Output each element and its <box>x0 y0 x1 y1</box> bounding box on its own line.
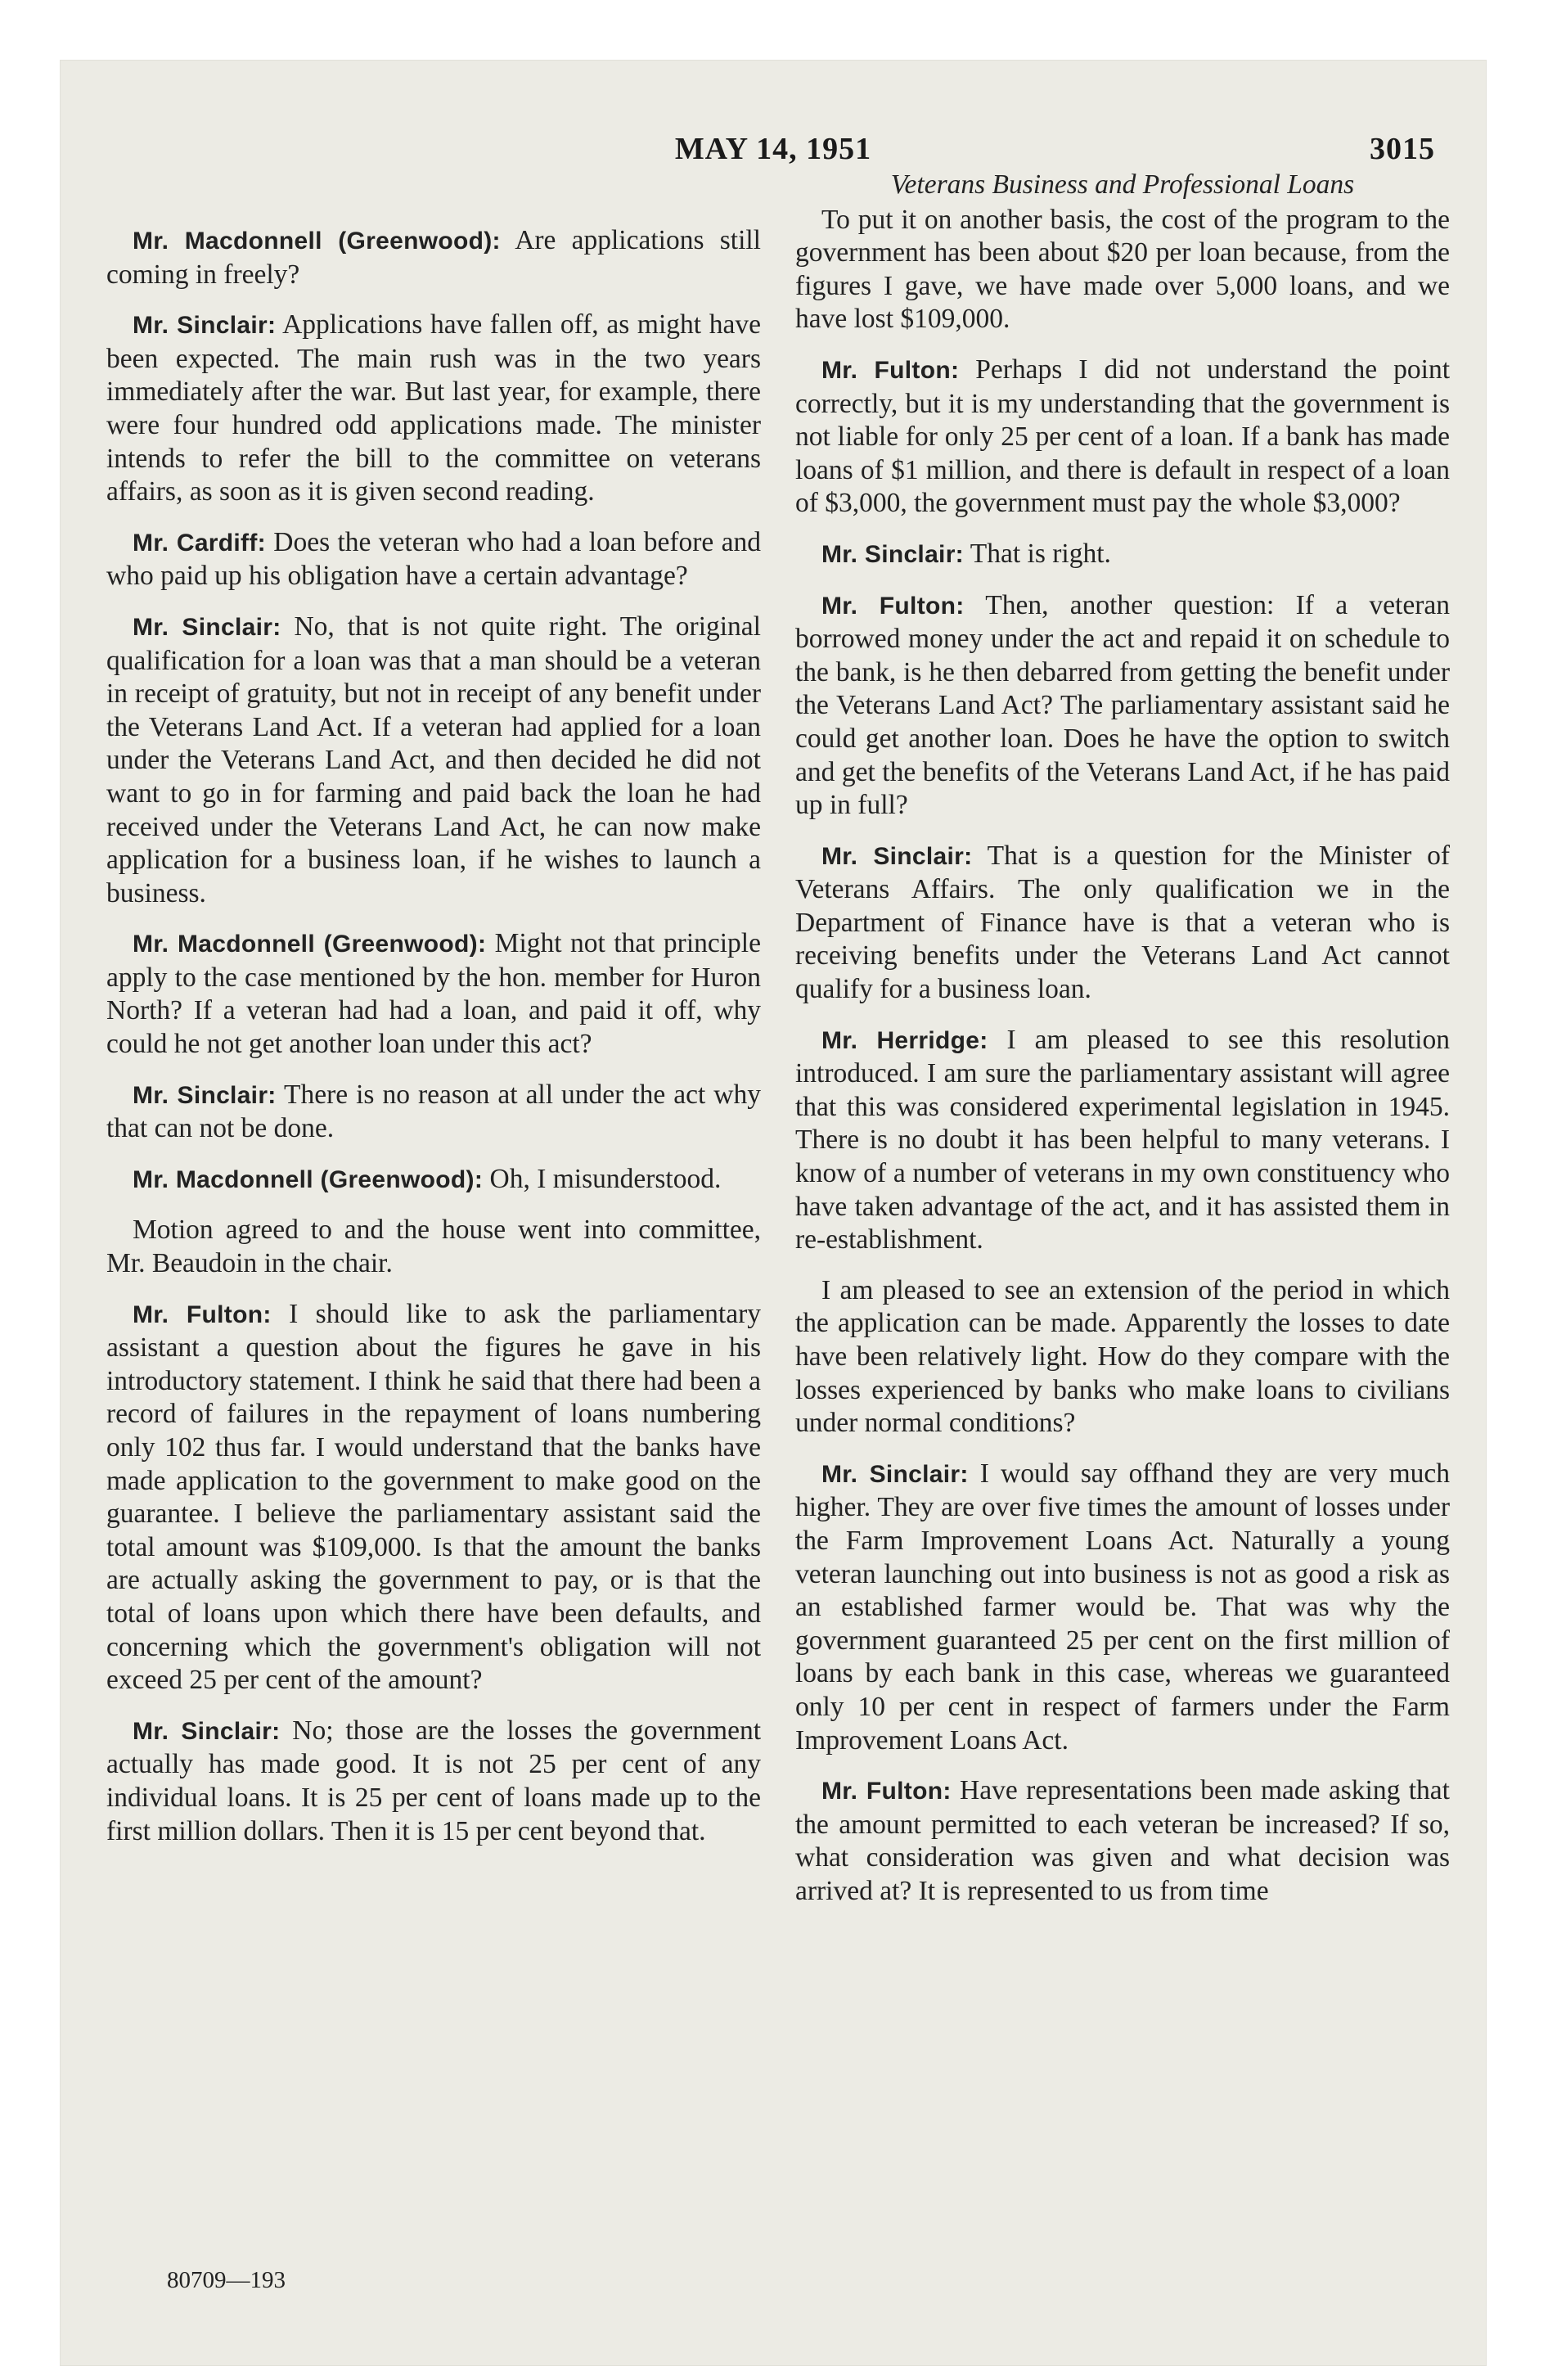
paragraph <box>106 526 761 593</box>
paragraph-text: No; those are the losses the government actually has made good. It is not 25 per cent of any individual loans. It is 25 per cent of loans made up to the first million dollars. Then it is 15 per cent beyond that. <box>106 1715 762 1846</box>
speaker-name: Mr. Herridge: <box>821 1026 988 1054</box>
section-title: Veterans Business and Professional Loans <box>890 169 1355 200</box>
paragraph-text: I should like to ask the parliamentary assistant a question about the figures he gave in his introductory statement. I think he said that there had been a record of failures in the repayment of loans numbering only 102 thus far. I would understand that the banks have made application to the government to make good on the guarantee. I believe the parliamentary assistant said the total amount was $109,000. Is that the amount the banks are actually asking the government to pay, or is that the total of loans upon which there have been defaults, and concerning which the government's obligation will not exceed 25 per cent of the amount? <box>106 1298 761 1696</box>
speaker-name: Mr. Sinclair: <box>133 613 281 641</box>
paragraph-text: That is right. <box>970 538 1111 569</box>
paragraph <box>795 354 1450 521</box>
paragraph <box>106 224 761 291</box>
speaker-name: Mr. Fulton: <box>821 356 960 384</box>
paragraph-text: No, that is not quite right. The original qualification for a loan was that a man should be a veteran in receipt of gratuity, but not in receipt of any benefit under the Veterans Land Act. If a veteran had applied for a loan under the Veterans Land Act, and then decided he did not want to go in for farming and paid back the loan he had received under the Veterans Land Act, he can now make application for a business loan, if he wishes to launch a business. <box>106 611 761 908</box>
paragraph-text: Then, another question: If a veteran borrowed money under the act and repaid it on schedule to the bank, is he then debarred from getting the benefit under the Veterans Land Act? The parliamentary assistant said he could get another loan. Does he have the option to switch and get the benefits of the Veterans Land Act, if he has paid up in full? <box>795 589 1450 821</box>
speaker-name: Mr. Macdonnell (Greenwood): <box>133 228 501 255</box>
speaker-name: Mr. Fulton: <box>133 1300 272 1328</box>
paragraph <box>795 1024 1450 1257</box>
speaker-name: Mr. Sinclair: <box>821 842 973 870</box>
paragraph <box>795 204 1450 336</box>
paragraph-text: Does the veteran who had a loan before and who paid up his obligation have a certain advantage? <box>106 526 762 592</box>
paragraph-text: I would say offhand they are very much higher. They are over five times the amount of losses under the Farm Improvement Loans Act. Naturally a young veteran launching out into business is not as good a risk as an established farmer would be. That was why the government guaranteed 25 per cent on the first million of loans by each bank in this case, whereas we guaranteed only 10 per cent in respect of farmers under the Farm Improvement Loans Act. <box>795 1458 1450 1756</box>
paragraph <box>106 1163 761 1197</box>
paragraph <box>106 1298 761 1697</box>
speaker-name: Mr. Macdonnell (Greenwood): <box>133 1165 484 1193</box>
speaker-name: Mr. Sinclair: <box>821 1460 969 1488</box>
paragraph-text: Applications have fallen off, as might have been expected. The main rush was in the two years immediately after the war. But last year, for example, there were four hundred odd applications made. The minister intends to refer the bill to the committee on veterans affairs, as soon as it is given second reading. <box>106 309 761 507</box>
paragraph-text: I am pleased to see an extension of the period in which the application can be made. Apparently the losses to date have been relatively light. How do they compare with the losses experienced by banks who make loans to civilians under normal conditions? <box>795 1274 1450 1439</box>
header-date: MAY 14, 1951 <box>674 132 872 166</box>
paragraph <box>795 1774 1450 1908</box>
speaker-name: Mr. Sinclair: <box>133 312 277 340</box>
page-number: 3015 <box>1370 132 1435 166</box>
paragraph-text: Perhaps I did not understand the point correctly, but it is my understanding that the government is not liable for only 25 per cent of a loan. If a bank has made loans of $1 million, and there is default in respect of a loan of $3,000, the government must pay the whole $3,000? <box>795 354 1450 519</box>
page-header <box>61 131 1486 172</box>
speaker-name: Mr. Fulton: <box>821 1778 952 1805</box>
paragraph <box>795 1274 1450 1440</box>
speaker-name: Mr. Fulton: <box>821 592 965 620</box>
speaker-name: Mr. Cardiff: <box>133 529 266 557</box>
paragraph-text: Motion agreed to and the house went into committee, Mr. Beaudoin in the chair. <box>106 1215 761 1279</box>
paragraph-text: There is no reason at all under the act why that can not be done. <box>106 1079 761 1144</box>
speaker-name: Mr. Sinclair: <box>133 1717 281 1745</box>
paragraph <box>106 309 761 509</box>
right-column <box>795 169 1450 1926</box>
paragraph-text: That is a question for the Minister of Veterans Affairs. The only qualification we in the Department of Finance have is that a veteran who is receiving benefits under the Veterans Land Act cannot qualify for a business loan. <box>795 840 1450 1005</box>
paragraph <box>106 1214 761 1280</box>
speaker-name: Mr. Sinclair: <box>133 1081 277 1109</box>
hansard-page <box>61 61 1486 2365</box>
paragraph-text: Have representations been made asking that the amount permitted to each veteran be increased? If so, what consideration was given and what decision was arrived at? It is represented to us from time <box>795 1775 1450 1906</box>
print-code: 80709—193 <box>167 2267 286 2293</box>
paragraph-text: I am pleased to see this resolution introduced. I am sure the parliamentary assistant will agree that this was considered experimental legislation in 1945. There is no doubt it has been helpful to many veterans. I know of a number of veterans in my own constituency who have taken advantage of the act, and it has assisted them in re-establishment. <box>795 1024 1450 1255</box>
paragraph <box>795 840 1450 1007</box>
paragraph-text: To put it on another basis, the cost of the program to the government has been about $20 per loan because, from the figures I gave, we have made over 5,000 loans, and we have lost $109,000. <box>795 204 1450 335</box>
paragraph-text: Oh, I misunderstood. <box>489 1163 722 1194</box>
paragraph <box>106 927 761 1061</box>
speaker-name: Mr. Sinclair: <box>821 540 964 568</box>
paragraph-text: Might not that principle apply to the case mentioned by the hon. member for Huron North? If a veteran had had a loan, and paid it off, why could he not get another loan under this act? <box>106 928 761 1060</box>
paragraph <box>106 1715 761 1848</box>
paragraph <box>106 1079 761 1146</box>
paragraph <box>795 1458 1450 1757</box>
speaker-name: Mr. Macdonnell (Greenwood): <box>133 931 487 958</box>
paragraph-text: Are applications still coming in freely? <box>106 225 761 290</box>
paragraph <box>795 589 1450 823</box>
left-column <box>106 224 761 1865</box>
paragraph <box>795 538 1450 572</box>
paragraph <box>106 611 761 910</box>
